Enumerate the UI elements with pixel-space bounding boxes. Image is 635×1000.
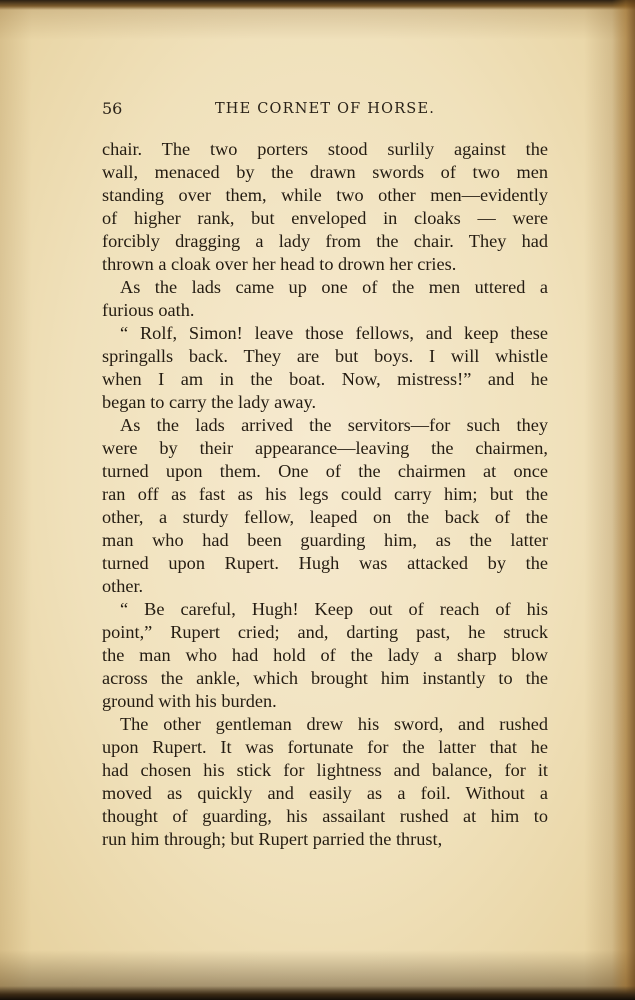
paragraph [102,276,548,322]
text-line: springalls back. They are but boys. I will whistle [102,346,548,366]
text-line: upon Rupert. It was fortunate for the latter that he [102,737,548,757]
text-line: moved as quickly and easily as a foil. Without a [102,783,548,803]
text-line: other. [102,576,144,596]
paragraph [102,414,548,598]
text-line: across the ankle, which brought him instantly to the [102,668,548,688]
text-line: point,” Rupert cried; and, darting past, he struck [102,622,548,642]
paragraph [102,138,548,276]
paragraph [102,322,548,414]
text-line: As the lads arrived the servitors—for such they [120,415,548,435]
text-line: “ Rolf, Simon! leave those fellows, and keep these [120,323,548,343]
text-line: of higher rank, but enveloped in cloaks — were [102,208,548,228]
paragraph [102,713,548,851]
text-line: thought of guarding, his assailant rushed at him to [102,806,548,826]
text-line: when I am in the boat. Now, mistress!” and he [102,369,548,389]
text-line: standing over them, while two other men—evidently [102,185,548,205]
page-number: 56 [102,99,123,118]
text-line: forcibly dragging a lady from the chair. They had [102,231,548,251]
page-header [102,98,548,120]
text-line: began to carry the lady away. [102,392,317,412]
text-line: had chosen his stick for lightness and balance, for it [102,760,548,780]
text-line: the man who had hold of the lady a sharp blow [102,645,548,665]
text-line: chair. The two porters stood surlily against the [102,139,548,159]
text-line: As the lads came up one of the men uttered a [120,277,548,297]
text-line: The other gentleman drew his sword, and rushed [120,714,548,734]
text-line: other, a sturdy fellow, leaped on the back of the [102,507,548,527]
page-right-shadow [612,0,635,1000]
text-line: turned upon them. One of the chairmen at once [102,461,548,481]
body-text [102,138,548,851]
text-line: ran off as fast as his legs could carry him; but the [102,484,548,504]
text-line: turned upon Rupert. Hugh was attacked by the [102,553,548,573]
text-line: wall, menaced by the drawn swords of two men [102,162,548,182]
text-line: furious oath. [102,300,195,320]
page-top-shadow [0,0,635,10]
text-line: were by their appearance—leaving the chairmen, [102,438,548,458]
text-line: “ Be careful, Hugh! Keep out of reach of his [120,599,548,619]
text-line: man who had been guarding him, as the latter [102,530,548,550]
text-line: ground with his burden. [102,691,277,711]
text-line: thrown a cloak over her head to drown her cries. [102,254,457,274]
page-bottom-shadow [0,986,635,1000]
paragraph [102,598,548,713]
running-head: THE CORNET OF HORSE. [214,101,436,117]
text-line: run him through; but Rupert parried the thrust, [102,829,443,849]
